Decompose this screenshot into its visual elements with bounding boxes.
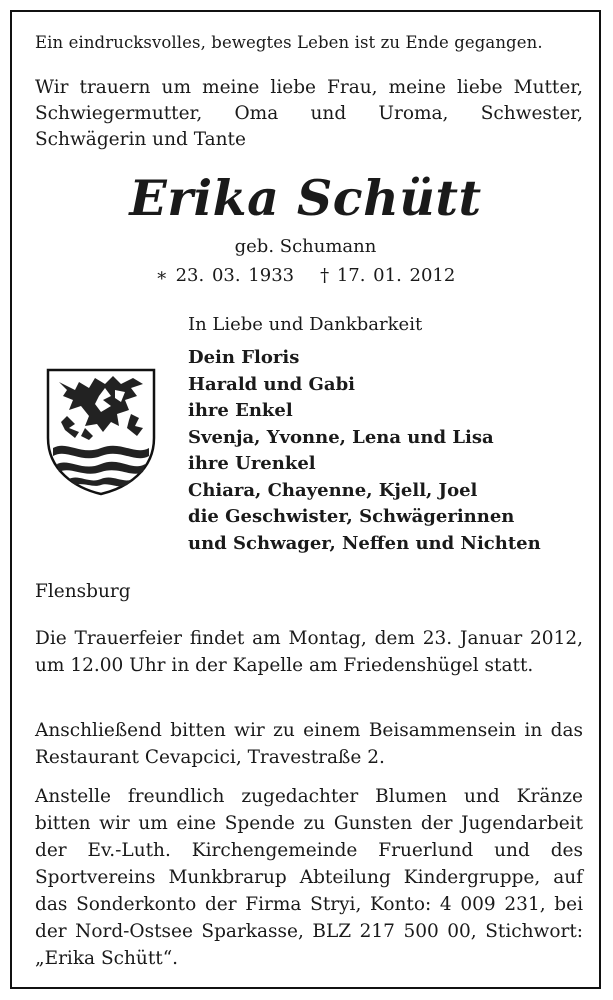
signer-line: Chiara, Chayenne, Kjell, Joel: [188, 479, 478, 501]
death-date: † 17. 01. 2012: [320, 265, 456, 286]
mourning-text: Wir trauern um meine liebe Frau, meine liebe Mutter, Schwiegermutter, Oma und Uroma, Schwester, Schwägerin und Tante: [35, 77, 583, 150]
city: Flensburg: [35, 581, 131, 602]
donation-request: Anstelle freundlich zugedachter Blumen und Kränze bitten wir um eine Spende zu Gunsten der Jugendarbeit der Ev.-Luth. Kirchengemeinde Fruerlund und des Sportvereins Munkbrarup Abteilung Kindergruppe, auf das Sonderkonto der Firma Stryi, Konto: 4 009 231, bei der Nord-Ostsee Sparkasse, BLZ 217 500 00, Stichwort: „Erika Schütt“.: [35, 786, 583, 969]
signer-line: Harald und Gabi: [188, 373, 355, 395]
signer-line: Svenja, Yvonne, Lena und Lisa: [188, 426, 494, 448]
deceased-name: Erika Schütt: [129, 169, 482, 227]
funeral-info: Die Trauerfeier findet am Montag, dem 23. Januar 2012, um 12.00 Uhr in der Kapelle am Friedenshügel statt.: [35, 628, 583, 676]
obituary-notice: [10, 10, 601, 989]
signers-list: [188, 345, 588, 557]
gratitude-line: In Liebe und Dankbarkeit: [188, 314, 423, 335]
signer-line: Dein Floris: [188, 347, 300, 368]
birth-name: geb. Schumann: [234, 236, 377, 257]
family-crest-icon: [45, 366, 157, 496]
birth-date: ∗ 23. 03. 1933: [155, 265, 295, 286]
signer-line: ihre Urenkel: [188, 453, 316, 474]
gathering-info: Anschließend bitten wir zu einem Beisammensein in das Restaurant Cevapcici, Travestraße 2.: [35, 720, 583, 768]
signer-line: die Geschwister, Schwägerinnen: [188, 506, 515, 527]
intro-line: Ein eindrucksvolles, bewegtes Leben ist zu Ende gegangen.: [35, 33, 543, 52]
signer-line: und Schwager, Neffen und Nichten: [188, 532, 541, 554]
signer-line: ihre Enkel: [188, 400, 293, 421]
life-dates: [12, 264, 599, 288]
